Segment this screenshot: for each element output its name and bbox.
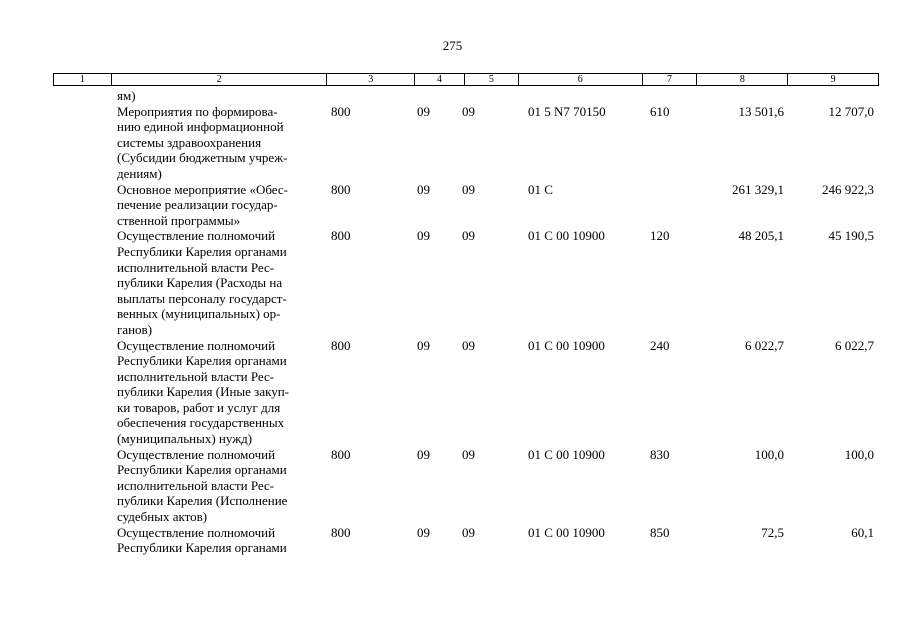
description-cell bbox=[117, 228, 317, 337]
description-line: Осуществление полномочий bbox=[117, 524, 276, 540]
subsection-cell: 09 bbox=[462, 228, 475, 244]
target-article-cell: 01 С 00 10900 bbox=[528, 337, 605, 353]
expense-type-cell: 830 bbox=[650, 446, 670, 462]
amount-year2-cell: 12 707,0 bbox=[828, 103, 874, 119]
amount-year1-cell: 48 205,1 bbox=[738, 228, 784, 244]
header-col-9: 9 bbox=[830, 74, 836, 85]
expense-type-cell: 610 bbox=[650, 103, 670, 119]
amount-year1-cell: 13 501,6 bbox=[738, 103, 784, 119]
description-line: Основное мероприятие «Обес- bbox=[117, 181, 288, 197]
section-cell: 09 bbox=[417, 228, 430, 244]
description-line: публики Карелия (Расходы на bbox=[117, 275, 283, 291]
amount-year1-cell: 6 022,7 bbox=[745, 337, 784, 353]
table-row bbox=[0, 525, 905, 556]
description-line: ки товаров, работ и услуг для bbox=[117, 399, 281, 415]
description-line: ственной программы» bbox=[117, 212, 241, 228]
admin-code-cell: 800 bbox=[331, 103, 351, 119]
description-cell bbox=[117, 182, 317, 229]
description-line: Осуществление полномочий bbox=[117, 337, 276, 353]
amount-year2-cell: 6 022,7 bbox=[835, 337, 874, 353]
amount-year2-cell: 246 922,3 bbox=[822, 181, 874, 197]
amount-year1-cell: 100,0 bbox=[754, 446, 784, 462]
table-row bbox=[0, 182, 905, 229]
description-line: Республики Карелия органами bbox=[117, 462, 287, 478]
description-line: дениям) bbox=[117, 165, 162, 181]
description-line: публики Карелия (Исполнение bbox=[117, 493, 288, 509]
admin-code-cell: 800 bbox=[331, 524, 351, 540]
description-cell bbox=[117, 104, 317, 182]
subsection-cell: 09 bbox=[462, 337, 475, 353]
description-line: венных (муниципальных) ор- bbox=[117, 306, 281, 322]
target-article-cell: 01 С 00 10900 bbox=[528, 524, 605, 540]
header-col-7: 7 bbox=[643, 74, 698, 85]
header-col-2: 2 bbox=[112, 74, 327, 85]
table-row bbox=[0, 104, 905, 182]
description-line: Республики Карелия органами bbox=[117, 243, 287, 259]
table-row bbox=[0, 88, 905, 104]
description-line: исполнительной власти Рес- bbox=[117, 259, 275, 275]
table-row bbox=[0, 338, 905, 447]
subsection-cell: 09 bbox=[462, 524, 475, 540]
description-line: выплаты персоналу государст- bbox=[117, 290, 287, 306]
header-col-6: 6 bbox=[519, 74, 643, 85]
description-line: нию единой информационной bbox=[117, 119, 284, 135]
description-line: печение реализации государ- bbox=[117, 197, 278, 213]
admin-code-cell: 800 bbox=[331, 446, 351, 462]
expense-type-cell: 120 bbox=[650, 228, 670, 244]
admin-code-cell: 800 bbox=[331, 228, 351, 244]
header-col-5: 5 bbox=[465, 74, 519, 85]
description-line: ганов) bbox=[117, 321, 153, 337]
description-line: Осуществление полномочий bbox=[117, 228, 276, 244]
page-number: 275 bbox=[442, 38, 463, 53]
description-line: Мероприятия по формирова- bbox=[117, 103, 278, 119]
description-line: Республики Карелия органами bbox=[117, 540, 287, 556]
table-row bbox=[0, 447, 905, 525]
target-article-cell: 01 С 00 10900 bbox=[528, 228, 605, 244]
description-line: ям) bbox=[117, 88, 136, 103]
header-col-3: 3 bbox=[327, 74, 415, 85]
header-col-8: 8 bbox=[697, 74, 788, 85]
description-line: Осуществление полномочий bbox=[117, 446, 276, 462]
target-article-cell: 01 С bbox=[528, 181, 553, 197]
section-cell: 09 bbox=[417, 181, 430, 197]
section-cell: 09 bbox=[417, 337, 430, 353]
amount-year2-cell: 100,0 bbox=[844, 446, 874, 462]
description-line: (муниципальных) нужд) bbox=[117, 431, 253, 447]
table-body bbox=[0, 88, 905, 556]
description-line: судебных актов) bbox=[117, 509, 208, 525]
expense-type-cell: 240 bbox=[650, 337, 670, 353]
header-col-1: 1 bbox=[54, 74, 112, 85]
description-line: публики Карелия (Иные закуп- bbox=[117, 384, 290, 400]
description-cell bbox=[117, 338, 317, 447]
header-col-4: 4 bbox=[415, 74, 465, 85]
section-cell: 09 bbox=[417, 446, 430, 462]
subsection-cell: 09 bbox=[462, 181, 475, 197]
description-cell bbox=[117, 88, 317, 104]
description-line: Республики Карелия органами bbox=[117, 353, 287, 369]
table-header-row bbox=[53, 73, 879, 86]
description-cell bbox=[117, 447, 317, 525]
subsection-cell: 09 bbox=[462, 446, 475, 462]
description-line: (Субсидии бюджетным учреж- bbox=[117, 150, 288, 166]
expense-type-cell: 850 bbox=[650, 524, 670, 540]
description-line: обеспечения государственных bbox=[117, 415, 285, 431]
section-cell: 09 bbox=[417, 103, 430, 119]
target-article-cell: 01 5 N7 70150 bbox=[528, 103, 606, 119]
admin-code-cell: 800 bbox=[331, 181, 351, 197]
description-line: исполнительной власти Рес- bbox=[117, 477, 275, 493]
subsection-cell: 09 bbox=[462, 103, 475, 119]
description-line: системы здравоохранения bbox=[117, 134, 262, 150]
target-article-cell: 01 С 00 10900 bbox=[528, 446, 605, 462]
amount-year1-cell: 72,5 bbox=[761, 524, 784, 540]
table-row bbox=[0, 228, 905, 337]
section-cell: 09 bbox=[417, 524, 430, 540]
amount-year2-cell: 60,1 bbox=[851, 524, 874, 540]
description-line: исполнительной власти Рес- bbox=[117, 368, 275, 384]
admin-code-cell: 800 bbox=[331, 337, 351, 353]
amount-year2-cell: 45 190,5 bbox=[828, 228, 874, 244]
amount-year1-cell: 261 329,1 bbox=[732, 181, 784, 197]
description-cell bbox=[117, 525, 317, 556]
